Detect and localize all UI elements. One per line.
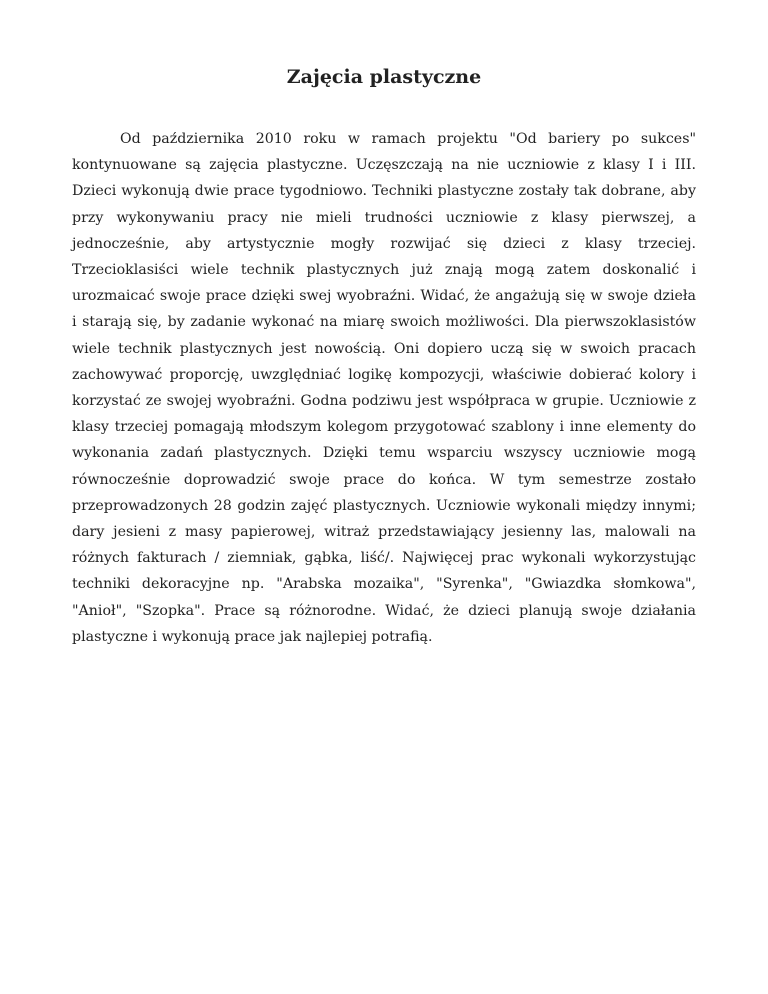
body-paragraph: Od października 2010 roku w ramach projektu "Od bariery po sukces" kontynuowane są zajęcia plastyczne. Uczęszczają na nie uczniowie z klasy I i III. Dzieci wykonują dwie prace tygodniowo. Techniki plastyczne zostały tak dobrane, aby przy wykonywaniu pracy nie mieli trudności uczniowie z klasy pierwszej, a jednocześnie, aby artystycznie mogły rozwijać się dzieci z klasy trzeciej. Trzecioklasiści wiele technik plastycznych już znają mogą zatem doskonalić i urozmaicać swoje prace dzięki swej wyobraźni. Widać, że angażują się w swoje dzieła i starają się, by zadanie wykonać na miarę swoich możliwości. Dla pierwszoklasistów wiele technik plastycznych jest nowością. Oni dopiero uczą się w swoich pracach zachowywać proporcję, uwzględniać logikę kompozycji, właściwie dobierać kolory i korzystać ze swojej wyobraźni. Godna podziwu jest współpraca w grupie. Uczniowie z klasy trzeciej pomagają młodszym kolegom przygotować szablony i inne elementy do wykonania zadań plastycznych. Dzięki temu wsparciu wszyscy uczniowie mogą równocześnie doprowadzić swoje prace do końca. W tym semestrze zostało przeprowadzonych 28 godzin zajęć plastycznych. Uczniowie wykonali między innymi; dary jesieni z masy papierowej, witraż przedstawiający jesienny las, malowali na różnych fakturach / ziemniak, gąbka, liść/. Najwięcej prac wykonali wykorzystując techniki dekoracyjne np. "Arabska mozaika", "Syrenka", "Gwiazdka słomkowa", "Anioł", "Szopka". Prace są różnorodne. Widać, że dzieci planują swoje działania plastyczne i wykonują prace jak najlepiej potrafią. <box>72 131 696 645</box>
document-title: Zajęcia plastyczne <box>286 66 482 88</box>
